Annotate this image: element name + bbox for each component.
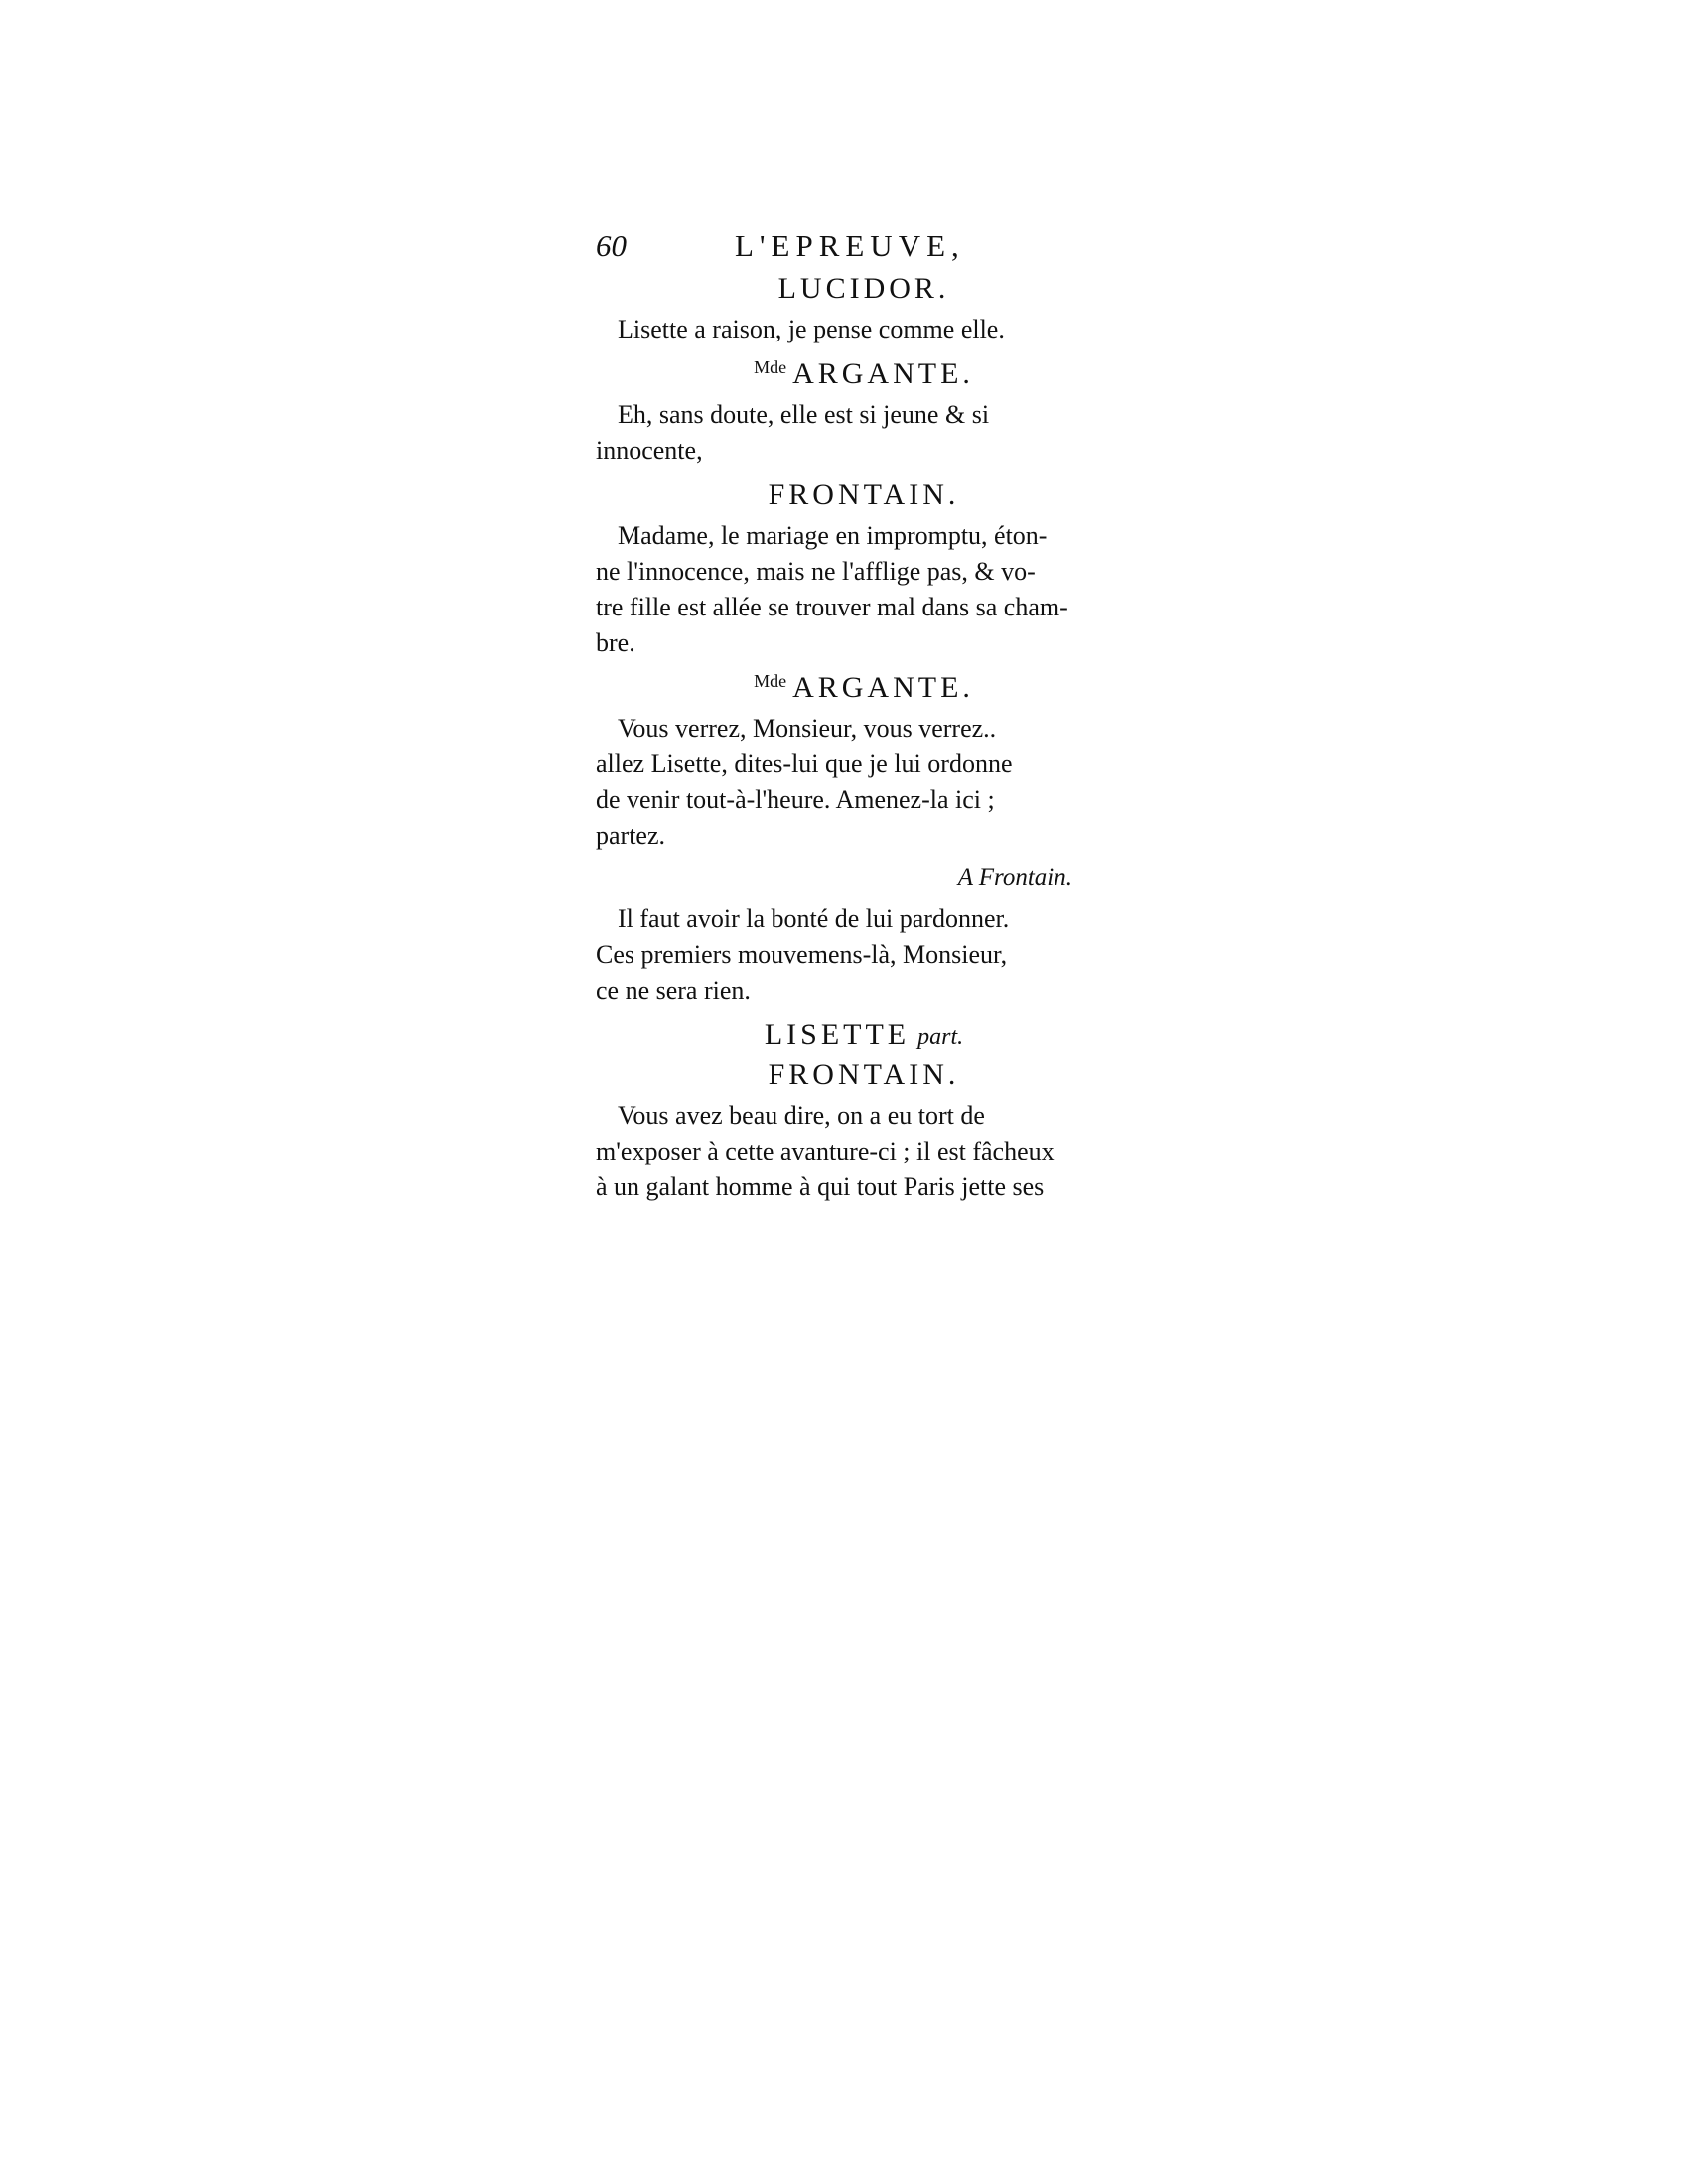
speaker-heading (596, 478, 1132, 512)
speech-line: Il faut avoir la bonté de lui pardonner. (618, 904, 1010, 933)
speech-line: innocente, (596, 436, 703, 465)
speaker-heading (596, 1058, 1132, 1092)
speech-line: à un galant homme à qui tout Paris jette ses (596, 1172, 1045, 1201)
speech-line: bre. (596, 628, 635, 657)
speaker-heading (596, 1019, 1132, 1052)
speech-paragraph (596, 901, 1132, 1009)
speech-paragraph (596, 711, 1132, 854)
speech-paragraph (596, 518, 1132, 661)
inline-stage-direction: part. (917, 1024, 964, 1050)
speech-paragraph (596, 312, 1132, 347)
speaker-name: LUCIDOR. (777, 272, 950, 305)
play-text (596, 272, 1132, 1205)
speech-line: m'exposer à cette avanture-ci ; il est fâcheux (596, 1137, 1055, 1165)
speech-paragraph (596, 397, 1132, 469)
speech-line: Madame, le mariage en impromptu, éton- (618, 521, 1048, 550)
speaker-name: ARGANTE. (792, 671, 974, 704)
running-head (596, 228, 1132, 270)
speech-line: Lisette a raison, je pense comme elle. (618, 315, 1005, 343)
speaker-heading (596, 671, 1132, 705)
speaker-name: ARGANTE. (792, 357, 974, 390)
speaker-title-prefix: Mde (754, 671, 787, 691)
speech-line: ce ne sera rien. (596, 976, 751, 1005)
speaker-name: FRONTAIN. (768, 478, 960, 511)
speech-line: de venir tout-à-l'heure. Amenez-la ici ; (596, 785, 995, 814)
page-number: 60 (596, 228, 627, 263)
speech-paragraph (596, 1098, 1132, 1205)
speaker-name: FRONTAIN. (768, 1058, 960, 1091)
speech-line: Vous verrez, Monsieur, vous verrez.. (618, 714, 997, 743)
stage-direction: A Frontain. (957, 864, 1072, 890)
running-title: L'EPREUVE, (735, 228, 965, 263)
speech-line: partez. (596, 821, 666, 850)
speech-line: allez Lisette, dites-lui que je lui ordonne (596, 750, 1013, 778)
speaker-heading (596, 357, 1132, 391)
speech-line: tre fille est allée se trouver mal dans sa cham- (596, 593, 1068, 621)
speaker-name: LISETTE (764, 1019, 911, 1051)
speech-line: ne l'innocence, mais ne l'afflige pas, & vo- (596, 557, 1036, 586)
book-page (596, 228, 1132, 1320)
speech-line: Vous avez beau dire, on a eu tort de (618, 1101, 985, 1130)
speech-line: Ces premiers mouvemens-là, Monsieur, (596, 940, 1008, 969)
speech-line: Eh, sans doute, elle est si jeune & si (618, 400, 990, 429)
speaker-title-prefix: Mde (754, 357, 787, 377)
speaker-heading (596, 272, 1132, 306)
